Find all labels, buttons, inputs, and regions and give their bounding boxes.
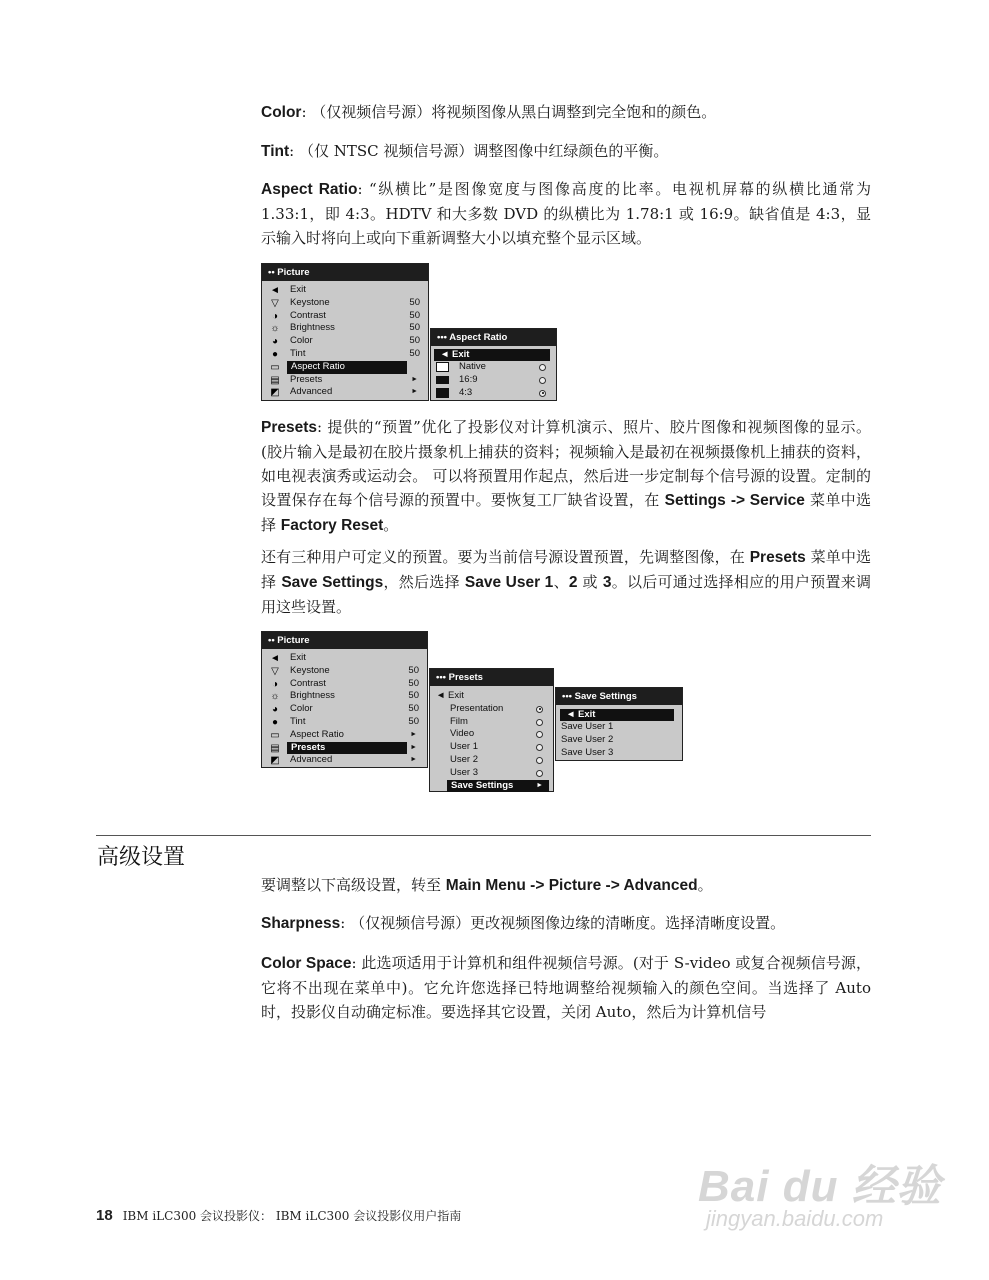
- preset-user-3[interactable]: User 3: [430, 767, 553, 780]
- radio-icon[interactable]: [536, 744, 543, 751]
- presets-menu: [429, 668, 554, 792]
- submenu-arrow-icon: ►: [410, 730, 417, 738]
- term-sharpness: Sharpness: [261, 915, 341, 932]
- menu-item-aspect-ratio[interactable]: ▭ Aspect Ratio ►: [262, 729, 427, 742]
- menu-item-presets[interactable]: ▤ Presets ►: [262, 742, 427, 755]
- menu-item-brightness[interactable]: ☼ Brightness 50: [262, 322, 428, 335]
- page-footer: [96, 1207, 461, 1224]
- menu-item-exit[interactable]: ◄ Exit: [262, 652, 427, 665]
- paragraph-tint: [261, 139, 871, 164]
- menu-item-contrast[interactable]: ◑ Contrast 50: [262, 678, 427, 691]
- save-settings-menu-title: ••• Save Settings: [556, 688, 682, 705]
- presets-menu-title: ••• Presets: [430, 669, 553, 686]
- paragraph-color-space: Color Space: 此选项适用于计算机和组件视频信号源。(对于 S-video 或复合视频信号源，它将不出现在菜单中)。它允许您选择已特地调整给视频输入的颜色空间。当选择了 Auto 时，投影仪自动确定标准。要选择其它设置，关闭 Auto，然后为计算机信号: [261, 954, 871, 1021]
- radio-icon[interactable]: [539, 377, 546, 384]
- menu-item-color[interactable]: ◕ Color 50: [262, 335, 428, 348]
- radio-selected-icon[interactable]: [536, 706, 543, 713]
- brightness-icon: ☼: [270, 691, 280, 703]
- preset-film[interactable]: Film: [430, 716, 553, 729]
- submenu-arrow-icon: ►: [411, 388, 418, 396]
- radio-icon[interactable]: [536, 719, 543, 726]
- menu-item-presets[interactable]: ▤ Presets ►: [262, 374, 428, 387]
- picture-menu: [261, 263, 429, 401]
- radio-selected-icon[interactable]: [539, 390, 546, 397]
- save-user-1[interactable]: Save User 1: [561, 721, 614, 732]
- section-title: 高级设置: [97, 845, 186, 870]
- menu-item-advanced[interactable]: ◩ Advanced ►: [262, 386, 428, 399]
- aspect-ratio-menu: [430, 328, 557, 401]
- watermark-logo: Bai du 经验: [698, 1162, 942, 1211]
- preset-save-settings[interactable]: Save Settings ►: [430, 780, 553, 793]
- color-icon: ◕: [271, 336, 279, 348]
- widescreen-icon: [436, 376, 449, 384]
- aspect-ratio-icon: ▭: [270, 729, 280, 741]
- save-settings-exit[interactable]: ◄ Exit: [560, 709, 674, 721]
- submenu-arrow-icon: ►: [411, 375, 418, 383]
- preset-user-2[interactable]: User 2: [430, 754, 553, 767]
- preset-video[interactable]: Video: [430, 728, 553, 741]
- watermark-url: jingyan.baidu.com: [706, 1206, 884, 1231]
- preset-user-1[interactable]: User 1: [430, 741, 553, 754]
- submenu-arrow-icon: ►: [410, 743, 417, 751]
- submenu-arrow-icon: ►: [410, 756, 417, 764]
- save-settings-menu: [555, 687, 683, 761]
- desc-aspect-ratio: : “纵横比”是图像宽度与图像高度的比率。电视机屏幕的纵横比通常为 1.33:1，即 4:3。HDTV 和大多数 DVD 的纵横比为 1.78:1 或 16:9。缺省值是 4:3，显示输入时将向上或向下重新调整大小以填充整个显示区域。: [261, 180, 871, 247]
- page-number: 18: [96, 1207, 113, 1224]
- picture-menu-2-title: •• Picture: [262, 632, 427, 649]
- presets-icon: ▤: [270, 374, 280, 386]
- term-color: Color: [261, 104, 302, 121]
- contrast-icon: ◑: [271, 678, 279, 690]
- paragraph-aspect-ratio: [261, 177, 871, 250]
- menu-item-exit[interactable]: ◄ Exit: [262, 284, 428, 297]
- term-presets: Presets: [261, 419, 318, 436]
- menu-item-color[interactable]: ◕ Color 50: [262, 703, 427, 716]
- radio-icon[interactable]: [536, 757, 543, 764]
- presets-exit[interactable]: ◄ Exit: [436, 690, 464, 701]
- back-icon: ◄: [270, 285, 280, 296]
- menu-item-keystone[interactable]: ▽ Keystone 50: [262, 297, 428, 310]
- submenu-arrow-icon: ►: [536, 781, 543, 789]
- menu-item-advanced[interactable]: ◩ Advanced ►: [262, 754, 427, 767]
- contrast-icon: ◑: [271, 310, 279, 322]
- menu-item-tint[interactable]: ● Tint 50: [262, 716, 427, 729]
- aspect-option-native[interactable]: Native: [431, 361, 556, 374]
- menu-item-keystone[interactable]: ▽ Keystone 50: [262, 665, 427, 678]
- save-user-2[interactable]: Save User 2: [561, 733, 614, 745]
- tint-icon: ●: [271, 348, 279, 360]
- paragraph-user-presets: 还有三种用户可定义的预置。要为当前信号源设置预置，先调整图像，在 Presets 菜单中选择 Save Settings，然后选择 Save User 1、2 或 3。以后可通过选择相应的用户预置来调用这些设置。: [261, 548, 871, 616]
- standard-screen-icon: [436, 388, 449, 398]
- radio-icon[interactable]: [536, 731, 543, 738]
- back-icon: ◄: [270, 653, 280, 664]
- preset-presentation[interactable]: Presentation: [430, 703, 553, 716]
- aspect-option-16-9[interactable]: 16:9: [431, 374, 556, 387]
- desc-tint: : （仅 NTSC 视频信号源）调整图像中红绿颜色的平衡。: [289, 142, 669, 160]
- native-icon: [436, 362, 449, 372]
- menu-item-contrast[interactable]: ◑ Contrast 50: [262, 310, 428, 323]
- color-icon: ◕: [271, 704, 279, 716]
- tint-icon: ●: [271, 716, 279, 728]
- keystone-icon: ▽: [271, 297, 279, 309]
- radio-icon[interactable]: [539, 364, 546, 371]
- paragraph-presets: Presets: 提供的“预置”优化了投影仪对计算机演示、照片、胶片图像和视频图像的显示。(胶片输入是最初在胶片摄象机上捕获的资料；视频输入是最初在视频摄像机上捕获的资料，如电视表演秀或运动会。 可以将预置用作起点，然后进一步定制每个信号源的设置。定制的设置保存在每个信号源的预置中。要恢复工厂缺省设置，在 Settings -> Service 菜单中选择 Factory Reset。: [261, 418, 871, 534]
- menu-item-brightness[interactable]: ☼ Brightness 50: [262, 690, 427, 703]
- desc-color: : （仅视频信号源）将视频图像从黑白调整到完全饱和的颜色。: [301, 103, 717, 121]
- brightness-icon: ☼: [270, 323, 280, 335]
- presets-icon: ▤: [270, 742, 280, 754]
- radio-icon[interactable]: [536, 770, 543, 777]
- aspect-option-4-3[interactable]: 4:3: [431, 387, 556, 400]
- picture-menu-title: •• Picture: [262, 264, 428, 281]
- save-user-3[interactable]: Save User 3: [561, 746, 614, 758]
- paragraph-color: [261, 100, 871, 125]
- paragraph-goto-advanced: 要调整以下高级设置，转至 Main Menu -> Picture -> Advanced。: [261, 876, 713, 894]
- baidu-watermark: [698, 1150, 942, 1231]
- term-aspect-ratio: Aspect Ratio: [261, 181, 358, 198]
- aspect-ratio-icon: ▭: [270, 361, 280, 373]
- keystone-icon: ▽: [271, 665, 279, 677]
- term-tint: Tint: [261, 143, 290, 160]
- menu-item-tint[interactable]: ● Tint 50: [262, 348, 428, 361]
- aspect-ratio-menu-title: ••• Aspect Ratio: [431, 329, 556, 346]
- menu-item-aspect-ratio[interactable]: ▭ Aspect Ratio: [262, 361, 428, 374]
- aspect-exit[interactable]: ◄ Exit: [434, 349, 550, 361]
- picture-menu-2: [261, 631, 428, 768]
- footer-text: IBM iLC300 会议投影仪： IBM iLC300 会议投影仪用户指南: [122, 1209, 462, 1223]
- section-divider: [96, 835, 871, 836]
- term-color-space: Color Space: [261, 955, 352, 972]
- advanced-icon: ◩: [270, 755, 280, 767]
- paragraph-sharpness: Sharpness: （仅视频信号源）更改视频图像边缘的清晰度。选择清晰度设置。: [261, 914, 786, 932]
- advanced-icon: ◩: [270, 387, 280, 399]
